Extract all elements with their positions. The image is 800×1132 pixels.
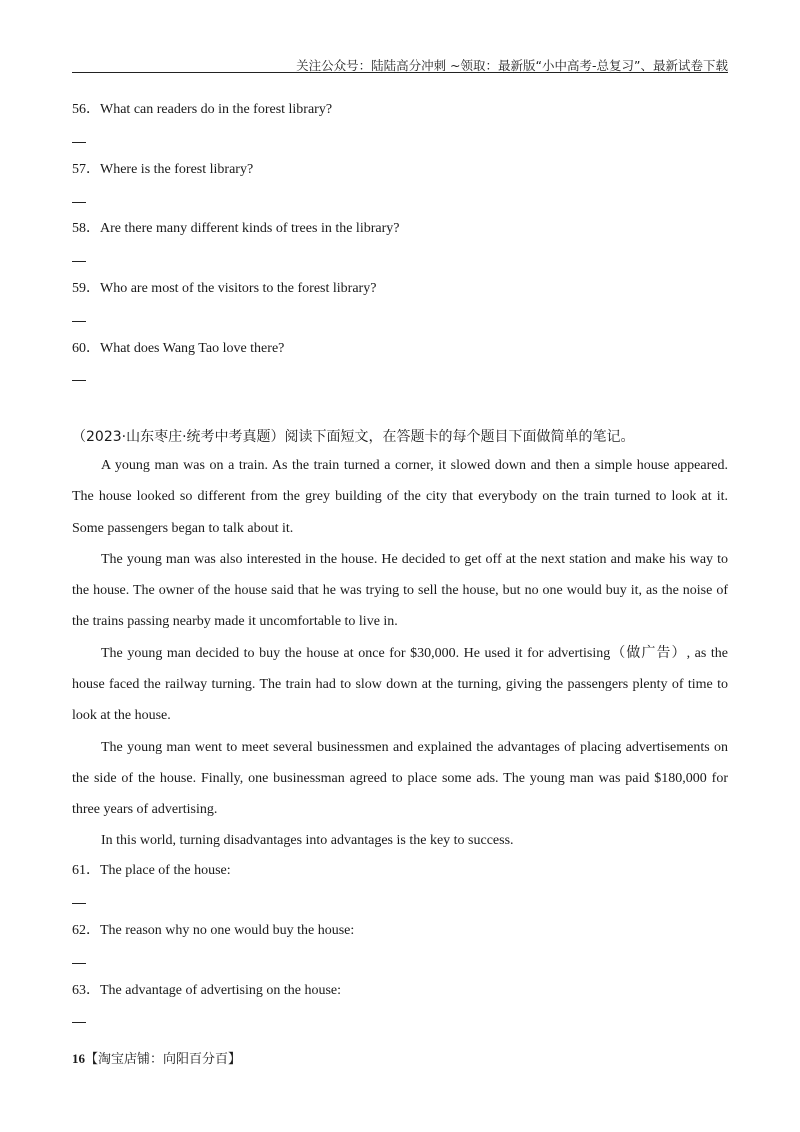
- question-56: [72, 98, 332, 118]
- page-footer: [72, 1048, 241, 1067]
- section-intro: （2023·山东枣庄·统考中考真题）阅读下面短文，在答题卡的每个题目下面做简单的笔记。: [72, 429, 635, 445]
- question-text: The reason why no one would buy the house:: [100, 923, 355, 938]
- question-number: 59．: [72, 281, 100, 296]
- reading-passage: [72, 450, 728, 855]
- answer-line-58[interactable]: [72, 261, 86, 262]
- question-text: The advantage of advertising on the house:: [100, 983, 342, 998]
- question-number: 56．: [72, 102, 100, 117]
- answer-line-59[interactable]: [72, 321, 86, 322]
- question-text: What does Wang Tao love there?: [100, 341, 285, 356]
- question-text: Who are most of the visitors to the forest library?: [100, 281, 377, 296]
- question-60: [72, 337, 284, 357]
- shop-label: 【淘宝店铺：向阳百分百】: [85, 1052, 242, 1067]
- answer-line-63[interactable]: [72, 1022, 86, 1023]
- question-number: 58．: [72, 221, 100, 236]
- question-62: [72, 919, 354, 939]
- question-58: [72, 217, 399, 237]
- page-number: 16: [72, 1051, 85, 1066]
- question-63: [72, 979, 341, 999]
- passage-paragraph: The young man went to meet several businessmen and explained the advantages of placing advertisements on the side of the house. Finally, one businessman agreed to place some ads. The young man was paid $180,000 for three years of advertising.: [72, 739, 728, 818]
- question-text: The place of the house:: [100, 863, 231, 878]
- answer-line-62[interactable]: [72, 963, 86, 964]
- page-header: 关注公众号：陆陆高分冲刺 ~领取：最新版“小中高考-总复习”、最新试卷下载: [296, 58, 728, 73]
- question-number: 61．: [72, 863, 100, 878]
- answer-line-57[interactable]: [72, 202, 86, 203]
- question-59: [72, 277, 376, 297]
- passage-paragraph: In this world, turning disadvantages into advantages is the key to success.: [101, 832, 514, 848]
- passage-paragraph: A young man was on a train. As the train turned a corner, it slowed down and then a simple house appeared. The house looked so different from the grey building of the city that everybody on the train turned to look at it. Some passengers began to talk about it.: [72, 458, 728, 536]
- header-rule: [72, 72, 728, 73]
- answer-line-60[interactable]: [72, 380, 86, 381]
- passage-paragraph: The young man was also interested in the house. He decided to get off at the next station and make his way to the house. The owner of the house said that he was trying to sell the house, but no one would buy it, as the noise of the trains passing nearby made it uncomfortable to live in.: [72, 551, 728, 630]
- passage-paragraph: The young man decided to buy the house at once for $30,000. He used it for advertising（做广告）, as the house faced the railway turning. The train had to slow down at the turning, giving the passengers plenty of time to look at the house.: [72, 645, 728, 724]
- question-number: 63．: [72, 983, 100, 998]
- answer-line-56[interactable]: [72, 142, 86, 143]
- question-61: [72, 859, 231, 879]
- question-number: 62．: [72, 923, 100, 938]
- question-57: [72, 158, 253, 178]
- question-number: 60．: [72, 341, 100, 356]
- answer-line-61[interactable]: [72, 903, 86, 904]
- question-text: Are there many different kinds of trees in the library?: [100, 221, 400, 236]
- question-number: 57．: [72, 162, 100, 177]
- question-text: What can readers do in the forest library?: [100, 102, 333, 117]
- question-text: Where is the forest library?: [100, 162, 254, 177]
